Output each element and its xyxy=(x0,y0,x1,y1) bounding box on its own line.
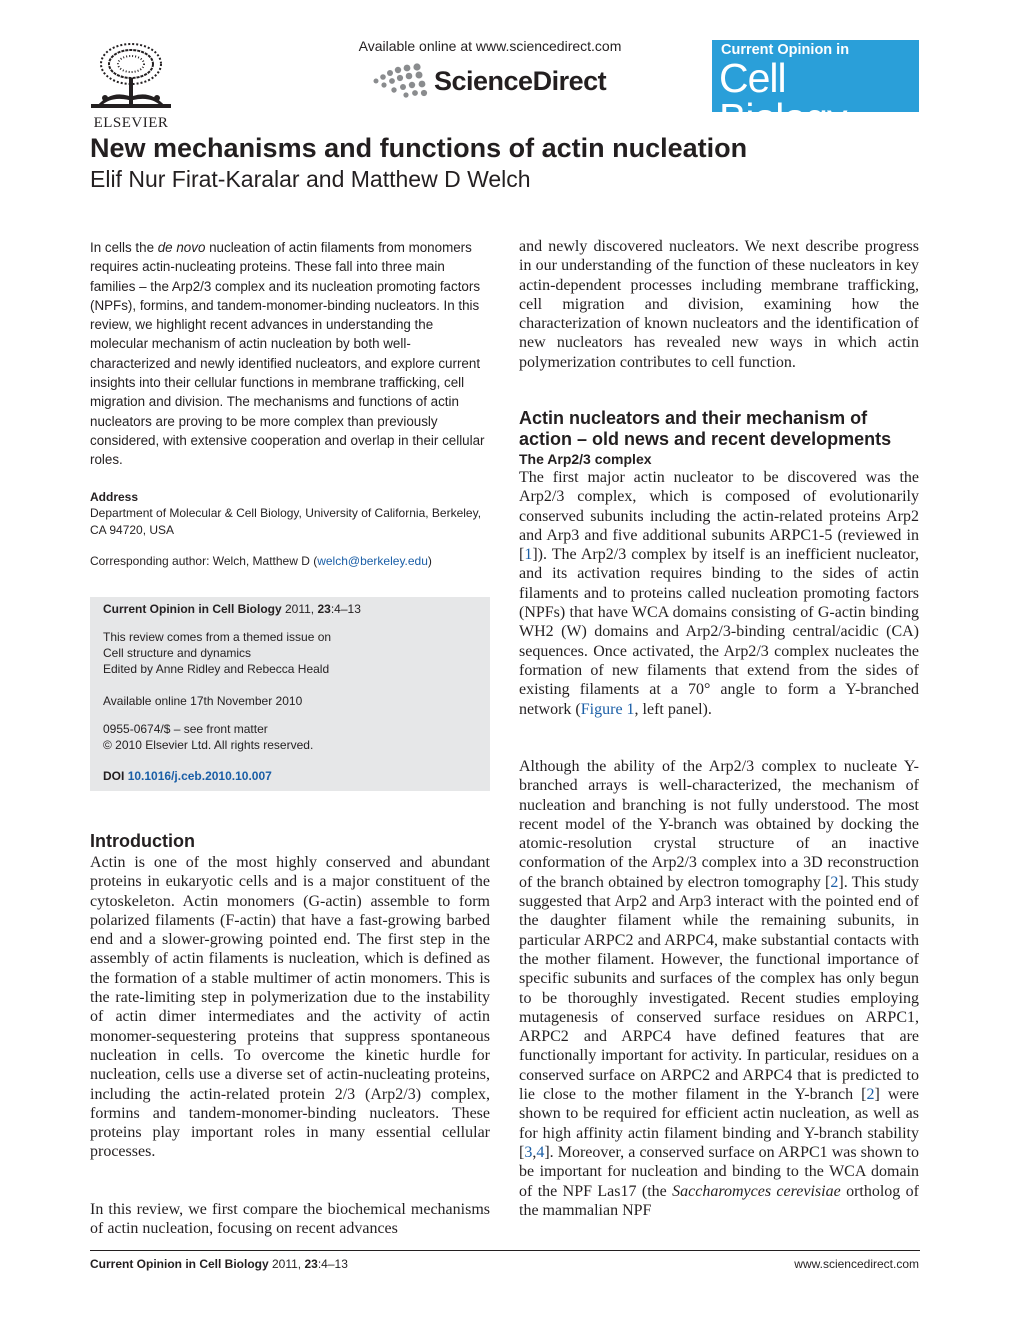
elsevier-tree-icon xyxy=(91,40,171,108)
ref-2b-link[interactable]: 2 xyxy=(866,1086,875,1104)
info-journal: Current Opinion in Cell Biology xyxy=(103,602,282,616)
footer-pages: :4–13 xyxy=(317,1257,348,1271)
footer-journal: Current Opinion in Cell Biology xyxy=(90,1257,269,1271)
email-link[interactable]: welch@berkeley.edu xyxy=(317,554,428,568)
p2-part-a: The first major actin nucleator to be discovered was the Arp2/3 complex, which is composed of evolutionarily conserved subunits including the actin-related proteins Arp2 and Arp3 and five additional subunits ARPC1-5 (reviewed in [ xyxy=(519,469,919,564)
available-online-text: Available online at www.sciencedirect.com xyxy=(358,38,622,54)
p3-part-d: ]. Moreover, a conserved surface on ARPC1 was shown to be important for nucleation and binding to the WCA domain of the NPF Las17 (the xyxy=(519,1143,919,1200)
introduction-paragraph-2: In this review, we first compare the biochemical mechanisms of actin nucleation, focusing on recent advances xyxy=(90,1201,490,1238)
arp23-paragraph-1 xyxy=(519,468,919,719)
arp23-paragraph-2 xyxy=(519,757,919,1220)
info-themed-1: This review comes from a themed issue on xyxy=(103,630,332,644)
footer-volume: 23 xyxy=(304,1257,318,1271)
corresponding-author xyxy=(90,554,490,568)
corresp-prefix: Corresponding author: Welch, Matthew D ( xyxy=(90,554,318,568)
p3-part-c: ] were shown to be required for efficient actin nucleation, as well as for high affinity actin filament binding and Y-branch stability [ xyxy=(519,1086,920,1161)
info-pages: :4–13 xyxy=(330,602,361,616)
right-paragraph-1: and newly discovered nucleators. We next describe progress in our understanding of the function of these nucleators in key actin-dependent processes including membrane trafficking, cell migration and division, examining how the characterization of known nucleators and the identification of new nucleators has revealed new ways in which actin polymerization contributes to cell function. xyxy=(519,238,919,371)
info-issn: 0955-0674/$ – see front matter xyxy=(103,722,268,736)
ref-4-link[interactable]: 4 xyxy=(536,1143,545,1161)
p3-part-a: Although the ability of the Arp2/3 complex to nucleate Y-branched arrays is well-characterized, the mechanism of nucleation and branching is not fully understood. The most recent model of the Y-branch was obtained by docking the atomic-resolution crystal structure of an inactive conformation of the Arp2/3 complex into a 3D reconstruction of the branch obtained by electron tomography [ xyxy=(519,758,919,891)
p3-part-e: ortholog of the mammalian NPF xyxy=(519,1182,919,1219)
p2-part-b: ]). The Arp2/3 complex by itself is an inefficient nucleator, and its activation requires binding to the sides of actin filaments and to proteins called nucleation promoting factors (NPFs) that have WCA domains consisting of G-actin binding WH2 (W) domains and Arp2/3-binding central/acidic (CA) sequences. Once activated, the Arp2/3 complex nucleates the formation of new filaments that extend from the sides of existing filaments at a 70° angle to form a Y-branched network ( xyxy=(519,546,919,718)
ref-1-link[interactable]: 1 xyxy=(524,546,533,564)
article-authors: Elif Nur Firat-Karalar and Matthew D Welch xyxy=(90,166,531,192)
info-doi-label: DOI xyxy=(103,769,125,783)
info-available: Available online 17th November 2010 xyxy=(103,694,303,708)
sciencedirect-logo[interactable] xyxy=(372,60,606,102)
corresp-suffix: ) xyxy=(427,554,432,568)
sciencedirect-wordmark: ScienceDirect xyxy=(434,65,607,96)
ref-3-link[interactable]: 3 xyxy=(524,1143,533,1161)
footer-rule xyxy=(90,1250,920,1251)
info-themed-2: Cell structure and dynamics xyxy=(103,646,252,660)
section-heading: Actin nucleators and their mechanism of action – old news and recent developments xyxy=(519,408,892,449)
info-year: 2011, xyxy=(281,602,318,616)
info-citation xyxy=(103,601,361,617)
journal-logo[interactable] xyxy=(712,40,919,141)
elsevier-logo[interactable] xyxy=(88,40,174,131)
footer-citation xyxy=(90,1257,348,1271)
subsection-heading: The Arp2/3 complex xyxy=(519,451,652,467)
address-text: Department of Molecular & Cell Biology, University of California, Berkeley, CA 94720, USA xyxy=(90,506,482,537)
article-title: New mechanisms and functions of actin nucleation xyxy=(90,133,748,163)
footer-year: 2011, xyxy=(268,1257,305,1271)
introduction-heading: Introduction xyxy=(90,831,195,851)
address-heading: Address xyxy=(90,490,139,504)
footer-url[interactable]: www.sciencedirect.com xyxy=(794,1257,919,1271)
species-name: Saccharomyces cerevisiae xyxy=(672,1182,841,1200)
elsevier-wordmark: ELSEVIER xyxy=(93,115,169,131)
introduction-paragraph-1: Actin is one of the most highly conserved and abundant proteins in eukaryotic cells and is a major constituent of the cytoskeleton. Actin monomers (G-actin) assemble to form polarized filaments (F-actin) that have a fast-growing barbed end and a slower-growing pointed end. The first step in the assembly of actin filaments is nucleation, which is defined as the formation of a stable multimer of actin monomers. This is the rate-limiting step in polymerization due to the instability of actin dimer intermediates and the activity of actin monomer-sequestering proteins that suppress spontaneous nucleation in cells. To overcome the kinetic hurdle for nucleation, cells use a diverse set of actin-nucleating proteins, including the actin-related protein 2/3 (Arp2/3) complex, formins and tandem-monomer-binding nucleators. These proteins play important roles in many essential cellular processes. xyxy=(90,854,490,1161)
doi-link[interactable]: 10.1016/j.ceb.2010.10.007 xyxy=(127,769,272,783)
info-doi xyxy=(103,768,272,784)
abstract-part1: In cells the xyxy=(90,240,158,255)
abstract-part2: nucleation of actin filaments from monomers requires actin-nucleating proteins. These fall into three main families – the Arp2/3 complex and its nucleation promoting factors (NPFs), formins, and tandem-monomer-binding nucleators. In this review, we highlight recent advances in understanding the molecular mechanism of actin nucleation by both well-characterized and newly identified nucleators, and explore current insights into their cellular functions in membrane trafficking, cell migration and division. The mechanisms and functions of actin nucleators are proving to be more complex than previously considered, with extensive cooperation and overlap in their cellular roles. xyxy=(90,240,485,468)
p3-comma: , xyxy=(532,1143,537,1161)
p3-part-b: ]. This study suggested that Arp2 and Arp3 interact with the pointed end of the daughter filament while the remaining subunits, in particular ARPC2 and ARPC4, make substantial contacts with the mother filament. However, the functional importance of specific subunits and surfaces of the complex has only begun to be thoroughly investigated. Recent studies employing mutagenesis of conserved surface residues on ARPC1, ARPC2 and ARPC4 have defined features that are functionally important for activity. In particular, residues on a conserved surface on ARPC2 and ARPC4 that is predicted to lie close to the mother filament in the Y-branch [ xyxy=(519,873,920,1104)
figure-1-link[interactable]: Figure 1 xyxy=(580,700,635,718)
sciencedirect-dots-icon xyxy=(372,63,430,99)
journal-logo-main: Cell Biology xyxy=(719,55,847,141)
abstract-italic: de novo xyxy=(157,240,206,255)
article-info-box xyxy=(90,597,490,791)
info-themed-3: Edited by Anne Ridley and Rebecca Heald xyxy=(103,662,330,676)
ref-2-link[interactable]: 2 xyxy=(830,873,839,891)
journal-logo-top: Current Opinion in xyxy=(721,42,850,58)
info-volume: 23 xyxy=(317,602,331,616)
abstract xyxy=(90,238,490,470)
p2-part-c: , left panel). xyxy=(634,700,712,718)
info-copyright: © 2010 Elsevier Ltd. All rights reserved. xyxy=(103,738,314,752)
